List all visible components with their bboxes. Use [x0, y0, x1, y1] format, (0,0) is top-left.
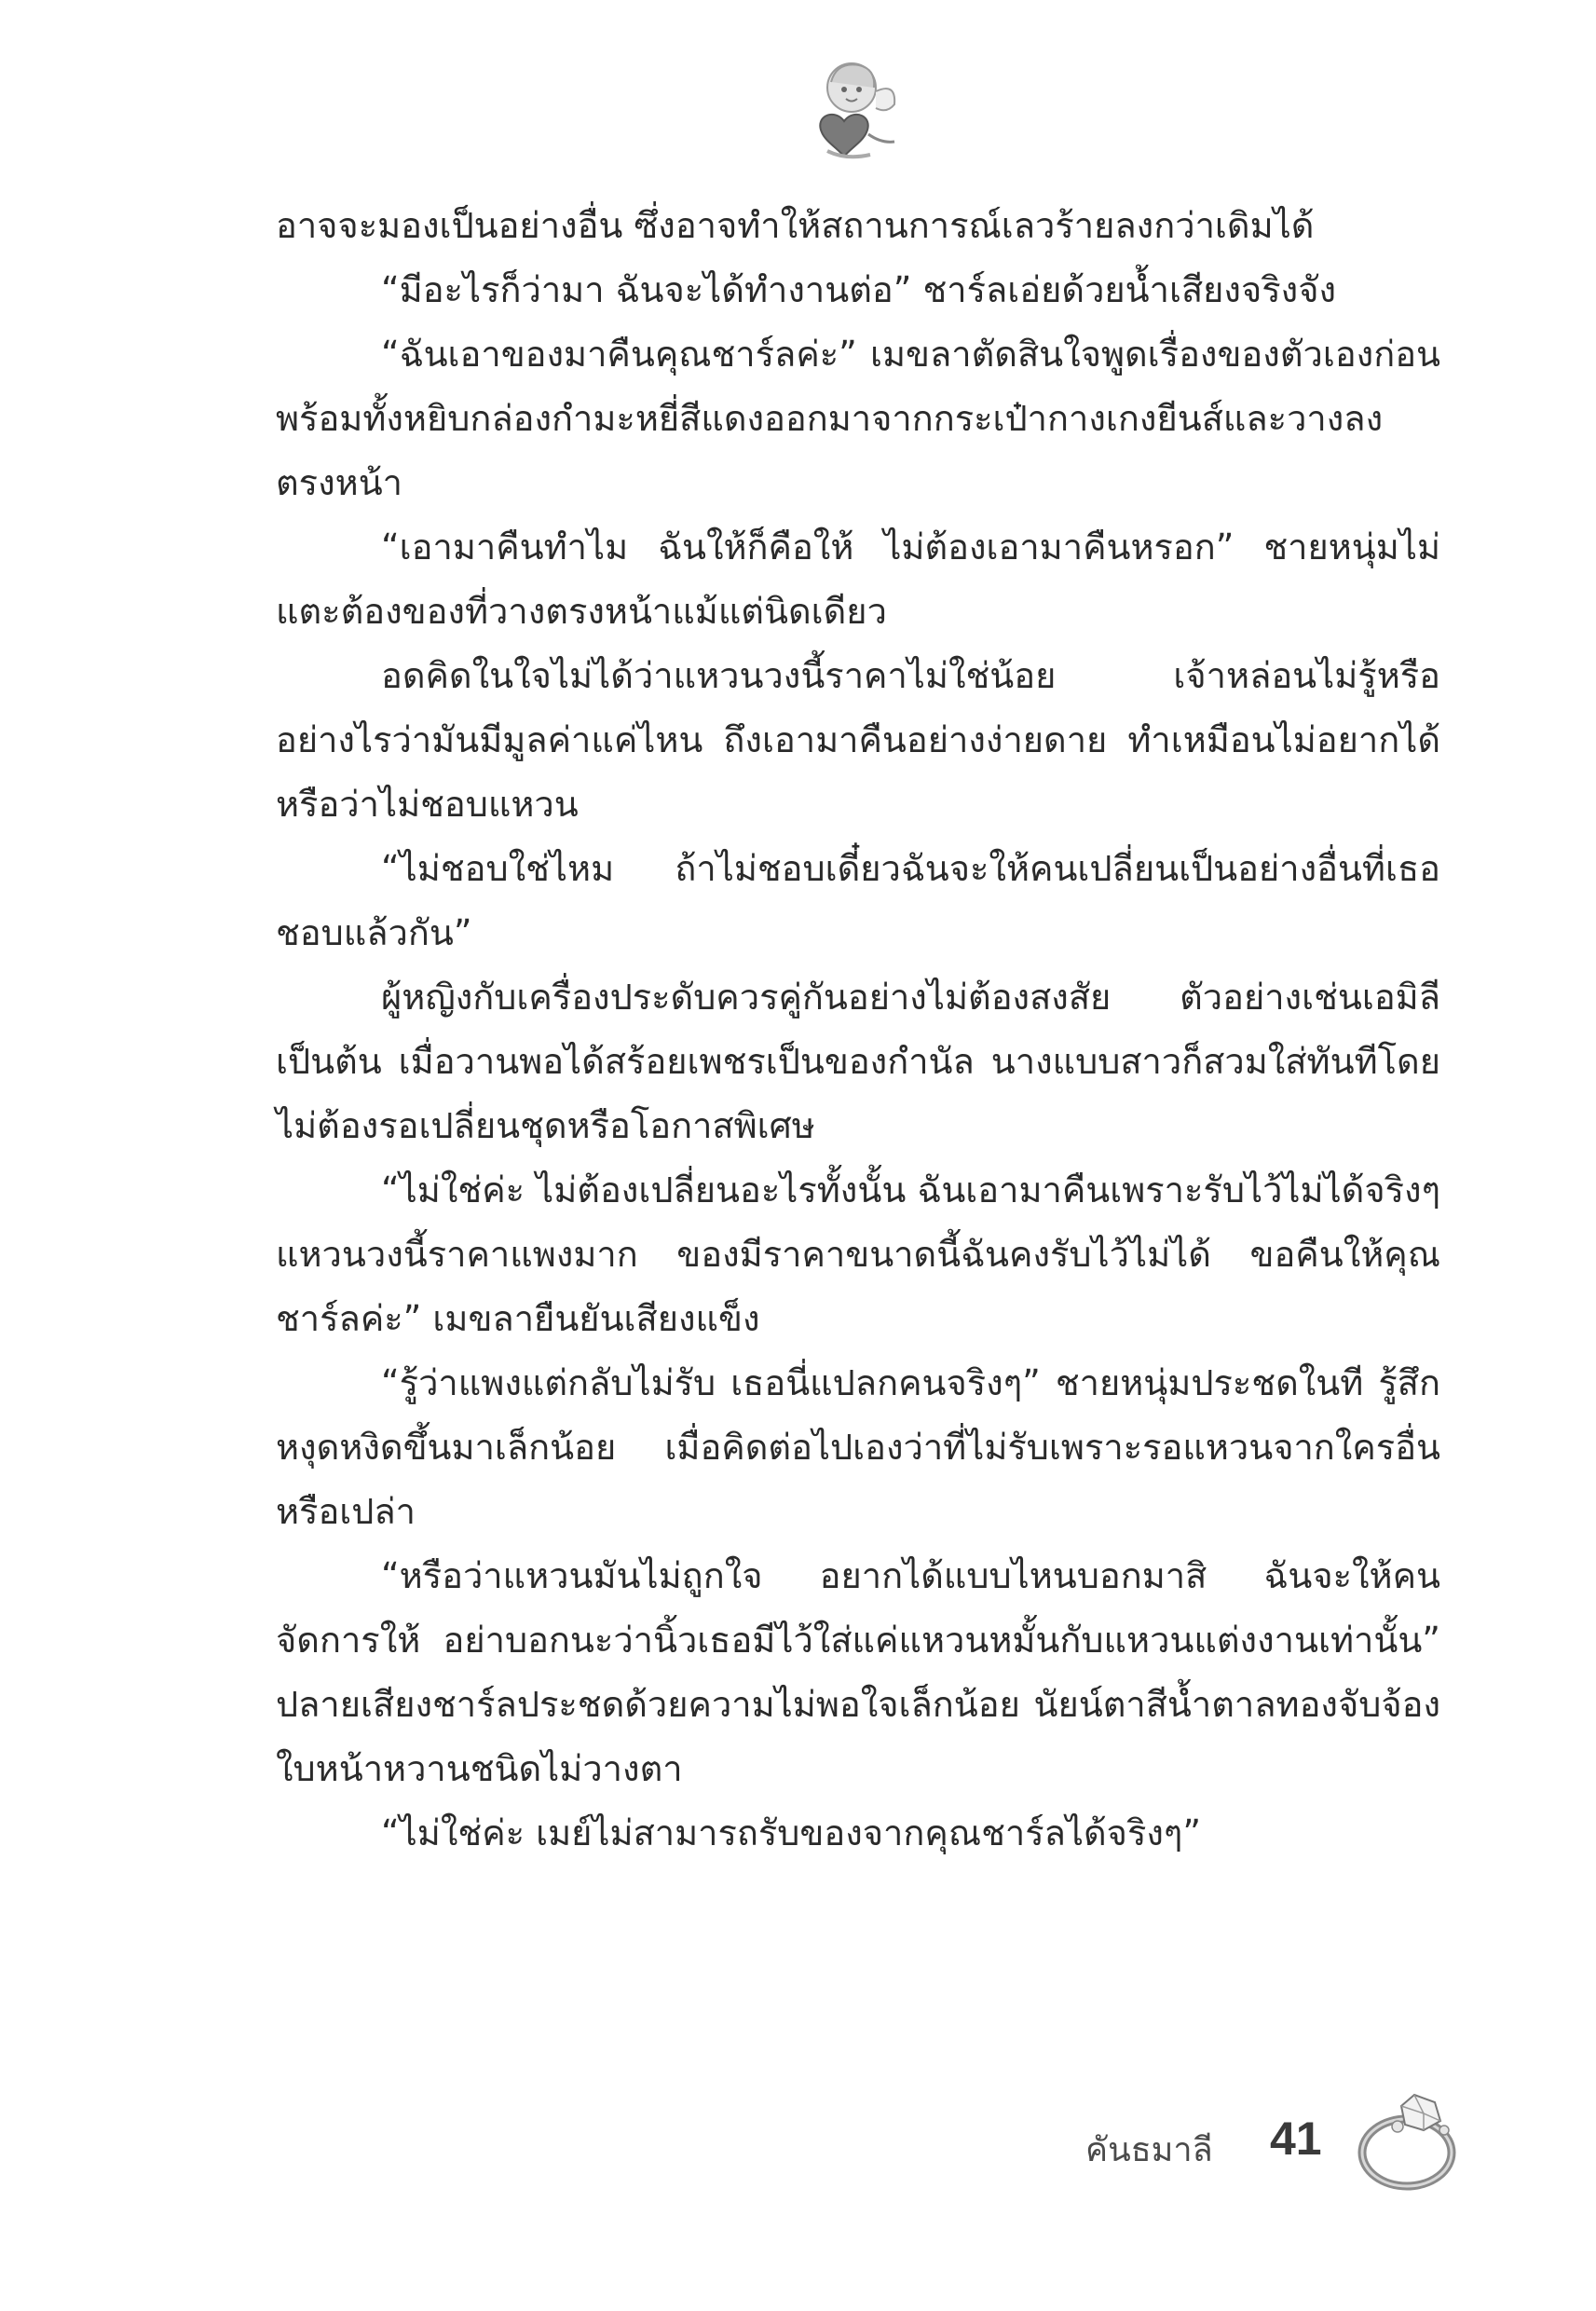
paragraph: “ฉันเอาของมาคืนคุณชาร์ลค่ะ” เมขลาตัดสินใจพูดเรื่องของตัวเองก่อน พร้อมทั้งหยิบกล่องกำมะหยี่สีแดงออกมาจากกระเป๋ากางเกงยีนส์และวางลงตรงหน้า	[276, 334, 1440, 503]
paragraph: อดคิดในใจไม่ได้ว่าแหวนวงนี้ราคาไม่ใช่น้อย เจ้าหล่อนไม่รู้หรืออย่างไรว่ามันมีมูลค่าแค่ไหน ถึงเอามาคืนอย่างง่ายดาย ทำเหมือนไม่อยากได้ หรือว่าไม่ชอบแหวน	[276, 655, 1440, 825]
book-title: คันธมาลี	[1085, 2131, 1213, 2169]
diamond-ring-icon	[1349, 2078, 1470, 2199]
paragraph: “รู้ว่าแพงแต่กลับไม่รับ เธอนี่แปลกคนจริงๆ” ชายหนุ่มประชดในที รู้สึกหงุดหงิดขึ้นมาเล็กน้อย เมื่อคิดต่อไปเองว่าที่ไม่รับเพราะรอแหวนจากใครอื่นหรือเปล่า	[276, 1362, 1440, 1532]
paragraph: “ไม่ใช่ค่ะ เมย์ไม่สามารถรับของจากคุณชาร์ลได้จริงๆ”	[381, 1812, 1202, 1853]
paragraph: ผู้หญิงกับเครื่องประดับควรคู่กันอย่างไม่ต้องสงสัย ตัวอย่างเช่นเอมิลีเป็นต้น เมื่อวานพอได้สร้อยเพชรเป็นของกำนัล นางแบบสาวก็สวมใส่ทันทีโดยไม่ต้องรอเปลี่ยนชุดหรือโอกาสพิเศษ	[276, 977, 1440, 1146]
page-number: 41	[1270, 2113, 1322, 2165]
paragraph: อาจจะมองเป็นอย่างอื่น ซึ่งอาจทำให้สถานการณ์เลวร้ายลงกว่าเดิมได้	[276, 205, 1315, 246]
paragraph: “มีอะไรก็ว่ามา ฉันจะได้ทำงานต่อ” ชาร์ลเอ่ยด้วยน้ำเสียงจริงจัง	[381, 269, 1337, 310]
cupid-heart-icon	[790, 54, 902, 166]
paragraph: “เอามาคืนทำไม ฉันให้ก็คือให้ ไม่ต้องเอามาคืนหรอก” ชายหนุ่มไม่แตะต้องของที่วางตรงหน้าแม้แต่นิดเดียว	[276, 526, 1440, 632]
paragraph: “หรือว่าแหวนมันไม่ถูกใจ อยากได้แบบไหนบอกมาสิ ฉันจะให้คนจัดการให้ อย่าบอกนะว่านิ้วเธอมีไว้ใส่แค่แหวนหมั้นกับแหวนแต่งงานเท่านั้น” ปลายเสียงชาร์ลประชดด้วยความไม่พอใจเล็กน้อย นัยน์ตาสีน้ำตาลทองจับจ้องใบหน้าหวานชนิดไม่วางตา	[276, 1555, 1440, 1789]
paragraph: “ไม่ชอบใช่ไหม ถ้าไม่ชอบเดี๋ยวฉันจะให้คนเปลี่ยนเป็นอย่างอื่นที่เธอชอบแล้วกัน”	[276, 848, 1440, 953]
story-text	[276, 194, 1440, 1866]
paragraph: “ไม่ใช่ค่ะ ไม่ต้องเปลี่ยนอะไรทั้งนั้น ฉันเอามาคืนเพราะรับไว้ไม่ได้จริงๆ แหวนวงนี้ราคาแพงมาก ของมีราคาขนาดนี้ฉันคงรับไว้ไม่ได้ ขอคืนให้คุณชาร์ลค่ะ” เมขลายืนยันเสียงแข็ง	[276, 1169, 1440, 1339]
